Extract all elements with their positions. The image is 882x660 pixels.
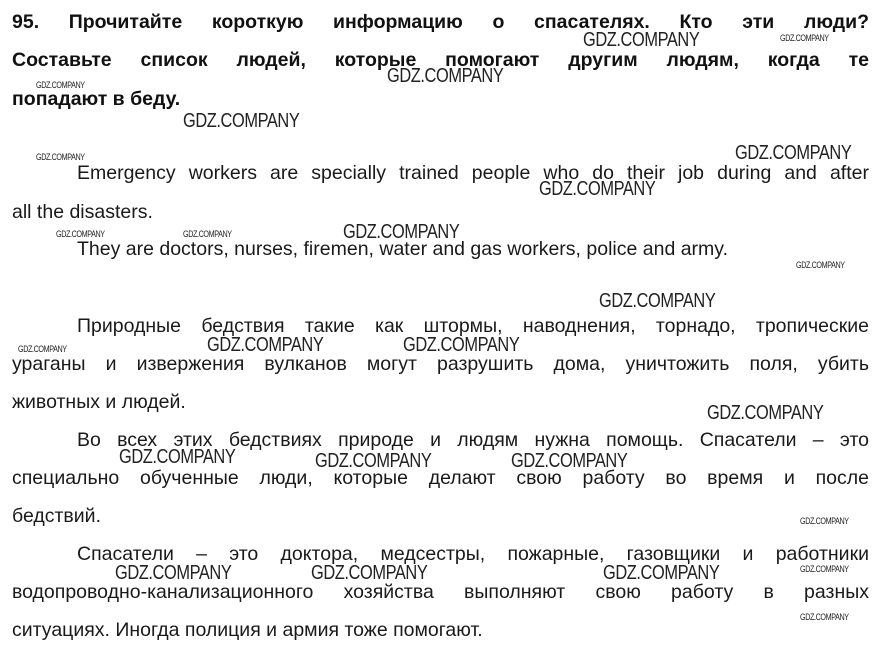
russian-p3-line-3: ситуациях. Иногда полиция и армия тоже помогают. [12, 619, 483, 641]
watermark: GDZ.COMPANY [315, 450, 432, 472]
watermark: GDZ.COMPANY [780, 33, 829, 43]
task-heading-line-2: Составьте список людей, которые помогают другим людям, когда те [12, 49, 869, 71]
english-paragraph-line-1: Emergency workers are specially trained people who do their job during and after [77, 162, 869, 184]
watermark: GDZ.COMPANY [18, 344, 67, 354]
watermark: GDZ.COMPANY [36, 80, 85, 90]
watermark: GDZ.COMPANY [796, 260, 845, 270]
watermark: GDZ.COMPANY [207, 334, 324, 356]
english-paragraph-line-3: They are doctors, nurses, firemen, water and gas workers, police and army. [77, 238, 729, 260]
watermark: GDZ.COMPANY [115, 562, 232, 584]
watermark: GDZ.COMPANY [583, 29, 700, 51]
watermark: GDZ.COMPANY [183, 229, 232, 239]
watermark: GDZ.COMPANY [119, 446, 236, 468]
watermark: GDZ.COMPANY [707, 402, 824, 424]
task-heading-line-3: попадают в беду. [12, 88, 181, 110]
russian-p2-line-1: Во всех этих бедствиях природе и людям нужна помощь. Спасатели – это [77, 429, 869, 451]
watermark: GDZ.COMPANY [735, 142, 852, 164]
watermark: GDZ.COMPANY [36, 152, 85, 162]
watermark: GDZ.COMPANY [511, 450, 628, 472]
watermark: GDZ.COMPANY [343, 221, 460, 243]
russian-p2-line-3: бедствий. [12, 505, 101, 527]
russian-p1-line-2: ураганы и извержения вулканов могут разрушить дома, уничтожить поля, убить [12, 353, 869, 375]
watermark: GDZ.COMPANY [603, 562, 720, 584]
russian-p1-line-3: животных и людей. [12, 391, 186, 413]
watermark: GDZ.COMPANY [311, 562, 428, 584]
russian-p3-line-2: водопроводно-канализационного хозяйства выполняют свою работу в разных [12, 581, 869, 603]
watermark: GDZ.COMPANY [387, 65, 504, 87]
watermark: GDZ.COMPANY [183, 110, 300, 132]
watermark: GDZ.COMPANY [800, 516, 849, 526]
russian-p2-line-2: специально обученные люди, которые делают свою работу во время и после [12, 467, 869, 489]
english-paragraph-line-2: all the disasters. [12, 201, 153, 223]
watermark: GDZ.COMPANY [800, 612, 849, 622]
watermark: GDZ.COMPANY [599, 290, 716, 312]
watermark: GDZ.COMPANY [539, 178, 656, 200]
russian-p1-line-1: Природные бедствия такие как штормы, наводнения, торнадо, тропические [77, 315, 869, 337]
watermark: GDZ.COMPANY [800, 564, 849, 574]
task-heading-line-1: 95. Прочитайте короткую информацию о спасателях. Кто эти люди? [12, 11, 869, 33]
watermark: GDZ.COMPANY [56, 229, 105, 239]
watermark: GDZ.COMPANY [403, 334, 520, 356]
russian-p3-line-1: Спасатели – это доктора, медсестры, пожарные, газовщики и работники [77, 543, 869, 565]
